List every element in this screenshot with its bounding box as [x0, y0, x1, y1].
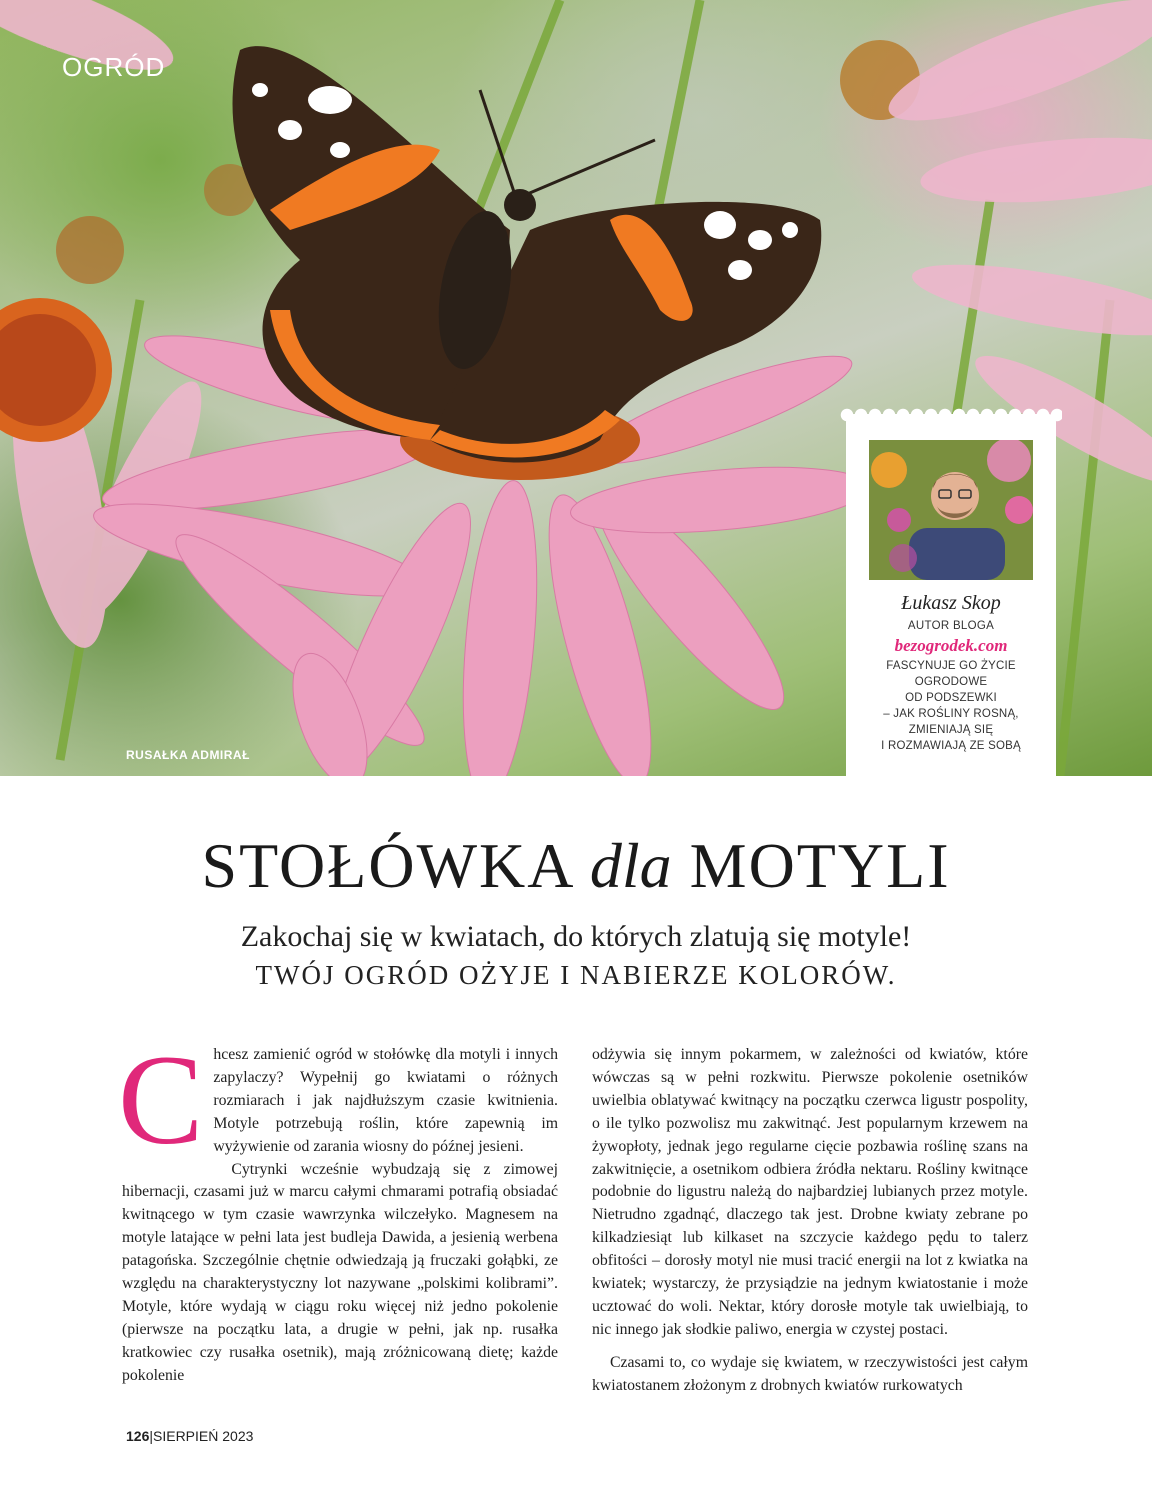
- body-column-left: [118, 1029, 558, 1388]
- paragraph-1-text: hcesz zamienić ogród w stołówkę dla motyli i innych zapylaczy? Wypełnij go kwiatami o różnych rozmiarach i jak najdłuższym czasie kwitnienia. Motyle potrzebują roślin, które zapewnią im wyżywienie od zarania wiosny do późnej jesieni.: [213, 1046, 558, 1155]
- author-description-line: I ROZMAWIAJĄ ZE SOBĄ: [881, 740, 1021, 752]
- subheadline-2: TWÓJ OGRÓD OŻYJE I NABIERZE KOLORÓW.: [255, 960, 897, 990]
- author-blog-link[interactable]: bezogrodek.com: [894, 636, 1008, 655]
- issue-date: SIERPIEŃ 2023: [153, 1428, 254, 1444]
- page-number: 126: [126, 1428, 150, 1444]
- paragraph-2: Cytrynki wcześnie wybudzają się z zimowej hibernacji, czasami już w marcu całymi chmarami potrafią obsiadać kwitnącego w tym czasie wawrzynka wilczełyko. Magnesem na motyle latające w pełni lata jest budleja Dawida, a jesienią werbena patagońska. Szczególnie chętnie odwiedzają ją fruczaki gołąbki, ze względu na charakterystyczny lot nazywane „polskimi kolibrami”. Motyle, które wydają w ciągu roku więcej niż jedno pokolenie (pierwsze na początku lata, a drugie w pełni, jak np. rusałka kratkowiec czy rusałka osetnik), mają zróżnicowaną dietę; każde pokolenie: [122, 1160, 558, 1384]
- headline-part-1: STOŁÓWKA: [201, 830, 590, 901]
- section-tag: OGRÓD: [62, 52, 166, 82]
- headline-part-2: MOTYLI: [671, 830, 951, 901]
- author-name: Łukasz Skop: [901, 592, 1001, 614]
- page-footer: [126, 1428, 253, 1444]
- author-description-line: ZMIENIAJĄ SIĘ: [908, 724, 994, 736]
- footer-separator: |: [149, 1428, 153, 1444]
- author-photo: [869, 440, 1033, 580]
- author-role: AUTOR BLOGA: [907, 620, 995, 632]
- headline-italic: dla: [589, 830, 672, 901]
- author-description: [846, 658, 1056, 754]
- paragraph-1: [118, 1029, 558, 1171]
- author-card: [846, 414, 1056, 776]
- author-description-line: OGRODOWE: [914, 676, 988, 688]
- body-column-right: [592, 1044, 1028, 1398]
- drop-cap: C: [118, 1029, 204, 1171]
- author-description-line: OD PODSZEWKI: [905, 692, 997, 704]
- author-description-line: FASCYNUJE GO ŻYCIE: [886, 660, 1016, 672]
- author-description-line: – JAK ROŚLINY ROSNĄ,: [883, 708, 1019, 720]
- subheadline-1: Zakochaj się w kwiatach, do których zlatują się motyle!: [240, 920, 912, 953]
- article-headline: [0, 826, 1152, 906]
- paragraph-3: odżywia się innym pokarmem, w zależności od kwiatów, które wówczas są w pełni rozkwitu. Pierwsze pokolenie osetników uwielbia oblatywać kwitnący na początku czerwca ligustr pospolity, o ile tylko pozwolisz mu zakwitnąć. Jest popularnym krzewem na żywopłoty, jednak jego regularne cięcie pozbawia roślinę szans na zakwitnięcie, a osetnikom odbiera źródła nektaru. Rośliny kwitnące podobnie do ligustru należą do najbardziej lubianych przez motyle. Nietrudno zgadnąć, dlaczego tak jest. Drobne kwiaty zebrane po kilkadziesiąt lub kilkaset na szczycie każdego pędu to talerz obfitości – dorosły motyl nie musi tracić energii na lot z kwiatka na kwiatek; wystarczy, że przysiądzie na jednym kwiatostanie i może ucztować do woli. Nektar, który dorosłe motyle tak uwielbiają, to nic innego jak słodkie paliwo, energia w czystej postaci.: [592, 1046, 1028, 1338]
- paragraph-4: Czasami to, co wydaje się kwiatem, w rzeczywistości jest całym kwiatostanem złożonym z drobnych kwiatów rurkowatych: [592, 1353, 1028, 1394]
- photo-caption: RUSAŁKA ADMIRAŁ: [126, 748, 250, 762]
